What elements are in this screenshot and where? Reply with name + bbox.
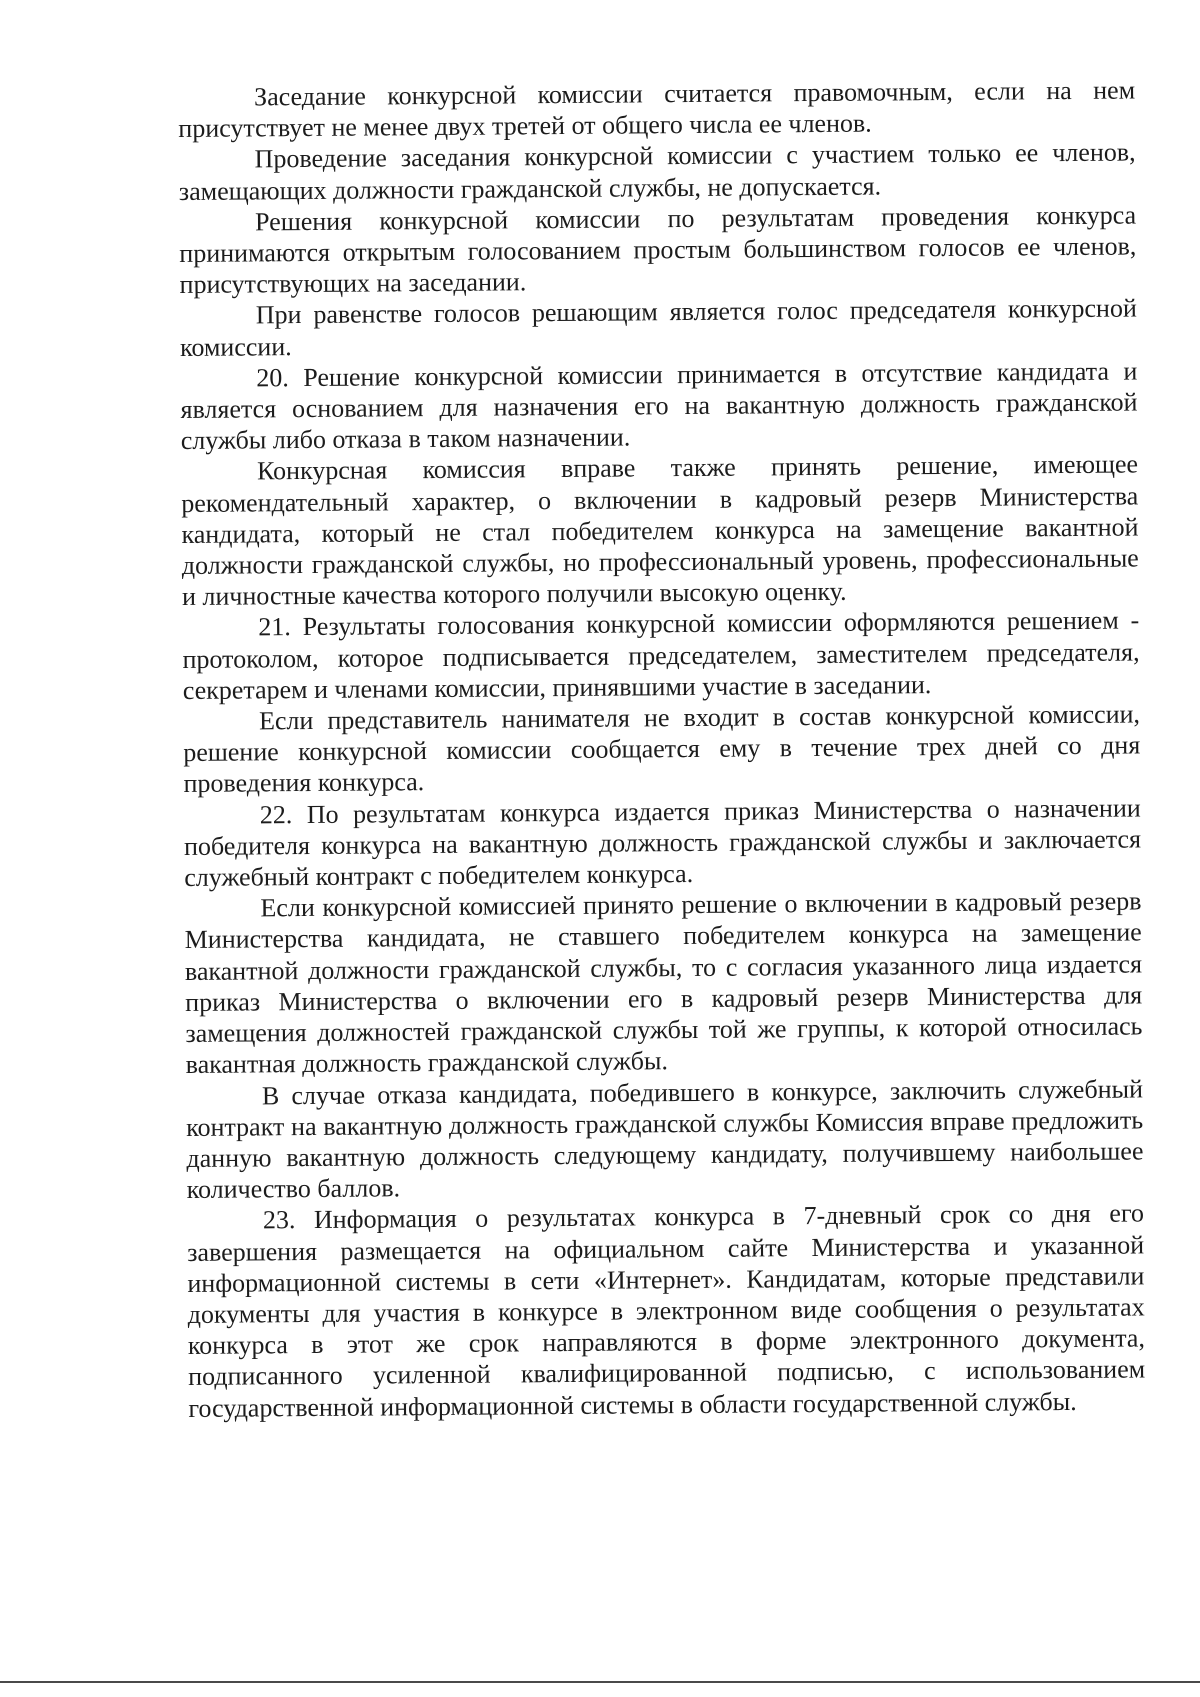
paragraph-members-only: Проведение заседания конкурсной комиссии с участием только ее членов, замещающих должности гражданской службы, не допускается. xyxy=(178,137,1136,206)
paragraph-reserve-recommendation: Конкурсная комиссия вправе также принять решение, имеющее рекомендательный характер, о включении в кадровый резерв Министерства кандидата, который не стал победителем конкурса на замещение вакантной должности гражданской службы, но профессиональный уровень, профессиональные и личностные качества которого получили высокую оценку. xyxy=(181,449,1139,612)
paragraph-voting: Решения конкурсной комиссии по результатам проведения конкурса принимаются открытым голосованием простым большинством голосов ее членов, присутствующих на заседании. xyxy=(179,200,1137,300)
paragraph-candidate-refusal: В случае отказа кандидата, победившего в конкурсе, заключить служебный контракт на вакантную должность гражданской службы Комиссия вправе предложить данную вакантную должность следующему кандидату, получившему наибольшее количество баллов. xyxy=(186,1073,1144,1205)
paragraph-item-21: 21. Результаты голосования конкурсной комиссии оформляются решением - протоколом, которое подписывается председателем, заместителем председателя, секретарем и членами комиссии, принявшими участие в заседании. xyxy=(182,605,1140,705)
page-bottom-rule xyxy=(0,1681,1200,1683)
paragraph-item-22: 22. По результатам конкурса издается приказ Министерства о назначении победителя конкурса на вакантную должность гражданской службы и заключается служебный контракт с победителем конкурса. xyxy=(183,793,1142,893)
document-body xyxy=(178,74,1146,1423)
paragraph-tie-vote: При равенстве голосов решающим является голос председателя конкурсной комиссии. xyxy=(179,293,1137,362)
paragraph-quorum: Заседание конкурсной комиссии считается правомочным, если на нем присутствует не менее двух третей от общего числа ее членов. xyxy=(178,75,1136,144)
paragraph-reserve-order: Если конкурсной комиссией принято решение о включении в кадровый резерв Министерства кандидата, не ставшего победителем конкурса на замещение вакантной должности гражданской службы, то с согласия указанного лица издается приказ Министерства о включении его в кадровый резерв Министерства для замещения должностей гражданской службы той же группы, к которой относилась вакантная должность гражданской службы. xyxy=(184,886,1143,1080)
paragraph-item-23: 23. Информация о результатах конкурса в 7-дневный срок со дня его завершения размещается на официальном сайте Министерства и указанной информационной системы в сети «Интернет». Кандидатам, которые представили документы для участия в конкурсе в электронном виде сообщения о результатах конкурса в этот же срок направляются в форме электронного документа, подписанного усиленной квалифицированной подписью, с использованием государственной информационной системы в области государственной службы. xyxy=(187,1198,1146,1423)
paragraph-employer-notice: Если представитель нанимателя не входит в состав конкурсной комиссии, решение конкурсной комиссии сообщается ему в течение трех дней со дня проведения конкурса. xyxy=(183,699,1141,799)
paragraph-item-20: 20. Решение конкурсной комиссии принимается в отсутствие кандидата и является основанием для назначения его на вакантную должность гражданской службы либо отказа в таком назначении. xyxy=(180,356,1138,456)
